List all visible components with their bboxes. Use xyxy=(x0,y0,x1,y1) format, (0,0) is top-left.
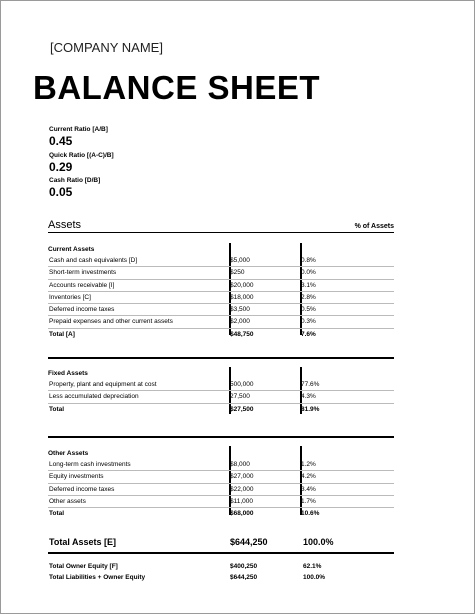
row-name: Deferred income taxes xyxy=(49,306,115,314)
row-pct: 3.1% xyxy=(301,281,316,289)
row-pct: 1.7% xyxy=(301,497,316,505)
current-assets-heading: Current Assets xyxy=(48,246,95,253)
row-pct: 3.4% xyxy=(301,485,316,493)
total-pct: 10.6% xyxy=(301,510,320,518)
liab-equity-amount: $644,250 xyxy=(230,574,258,581)
page-title: BALANCE SHEET xyxy=(33,69,321,106)
row-name: Accounts receivable [I] xyxy=(49,281,115,289)
total-assets-row xyxy=(48,537,394,551)
total-assets-amount: $644,250 xyxy=(230,537,268,547)
table-row[interactable] xyxy=(48,391,394,403)
row-amount[interactable]: $20,000 xyxy=(230,281,254,289)
total-amount: $27,500 xyxy=(230,405,254,413)
total-name: Total xyxy=(49,510,65,518)
total-assets-label: Total Assets [E] xyxy=(49,537,117,547)
row-pct: 0.5% xyxy=(301,306,316,314)
liab-equity-pct: 100.0% xyxy=(303,574,326,581)
row-amount[interactable]: $11,000 xyxy=(230,497,254,505)
total-name: Total xyxy=(49,405,65,413)
section-divider xyxy=(48,552,394,554)
total-pct: 7.6% xyxy=(301,330,316,338)
row-name: Cash and cash equivalents [D] xyxy=(49,257,138,264)
table-row[interactable] xyxy=(48,292,394,304)
table-row[interactable] xyxy=(48,255,394,267)
quick-ratio-value: 0.29 xyxy=(49,160,73,174)
table-row[interactable] xyxy=(48,459,394,471)
liab-equity-label: Total Liabilities + Owner Equity xyxy=(49,574,146,581)
total-assets-pct: 100.0% xyxy=(303,537,334,547)
assets-header-label: Assets xyxy=(48,219,82,231)
total-row xyxy=(48,329,394,340)
row-amount[interactable]: $2,000 xyxy=(230,318,250,326)
owner-equity-row xyxy=(48,563,394,573)
row-amount[interactable]: $3,500 xyxy=(230,306,250,314)
total-row xyxy=(48,404,394,415)
row-amount[interactable]: $22,000 xyxy=(230,485,254,493)
current-assets-block xyxy=(48,245,394,340)
row-pct: 2.8% xyxy=(301,293,316,301)
table-row[interactable] xyxy=(48,496,394,508)
row-pct: 0.8% xyxy=(301,257,316,264)
row-name: Inventories [C] xyxy=(49,293,91,301)
total-row xyxy=(48,508,394,519)
company-name[interactable]: [COMPANY NAME] xyxy=(50,40,163,55)
table-row[interactable] xyxy=(48,304,394,316)
row-amount[interactable]: $8,000 xyxy=(230,461,250,468)
row-amount[interactable]: 27,500 xyxy=(230,393,250,401)
row-amount[interactable]: $250 xyxy=(230,269,245,277)
total-amount: $68,000 xyxy=(230,510,254,518)
row-amount[interactable]: $27,000 xyxy=(230,473,254,481)
row-amount[interactable]: 500,000 xyxy=(230,381,254,388)
owner-equity-label: Total Owner Equity [F] xyxy=(49,563,118,570)
row-pct: 0.0% xyxy=(301,269,316,277)
row-name: Property, plant and equipment at cost xyxy=(49,381,157,388)
row-name: Long-term cash investments xyxy=(49,461,131,468)
fixed-assets-heading: Fixed Assets xyxy=(48,370,88,377)
row-amount[interactable]: $5,000 xyxy=(230,257,250,264)
fixed-assets-block xyxy=(48,369,394,415)
other-assets-block xyxy=(48,449,394,519)
table-row[interactable] xyxy=(48,471,394,483)
table-row[interactable] xyxy=(48,379,394,391)
quick-ratio-label: Quick Ratio [(A-C)/B] xyxy=(49,152,114,159)
row-pct: 4.2% xyxy=(301,473,316,481)
other-assets-heading: Other Assets xyxy=(48,450,89,457)
row-name: Other assets xyxy=(49,497,86,505)
liab-equity-row xyxy=(48,574,394,584)
row-pct: 1.2% xyxy=(301,461,316,468)
table-row[interactable] xyxy=(48,316,394,328)
row-name: Short-term investments xyxy=(49,269,117,277)
row-name: Deferred income taxes xyxy=(49,485,115,493)
total-pct: 81.9% xyxy=(301,405,320,413)
row-amount[interactable]: $18,000 xyxy=(230,293,254,301)
row-pct: 4.3% xyxy=(301,393,316,401)
cash-ratio-label: Cash Ratio [D/B] xyxy=(49,177,101,184)
cash-ratio-value: 0.05 xyxy=(49,185,73,199)
row-pct: 0.3% xyxy=(301,318,316,326)
current-ratio-label: Current Ratio [A/B] xyxy=(49,126,108,133)
section-divider xyxy=(48,436,394,438)
table-row[interactable] xyxy=(48,280,394,292)
section-divider xyxy=(48,357,394,359)
row-pct: 77.6% xyxy=(301,381,320,388)
owner-equity-amount: $400,250 xyxy=(230,563,258,570)
table-row[interactable] xyxy=(48,484,394,496)
total-name: Total [A] xyxy=(49,330,75,338)
table-row[interactable] xyxy=(48,267,394,279)
row-name: Prepaid expenses and other current assets xyxy=(49,318,173,326)
total-amount: $48,750 xyxy=(230,330,254,338)
assets-header-pct: % of Assets xyxy=(354,223,394,230)
owner-equity-pct: 62.1% xyxy=(303,563,322,570)
row-name: Less accumulated depreciation xyxy=(49,393,139,401)
current-ratio-value: 0.45 xyxy=(49,134,73,148)
assets-header xyxy=(48,218,394,233)
row-name: Equity investments xyxy=(49,473,104,481)
